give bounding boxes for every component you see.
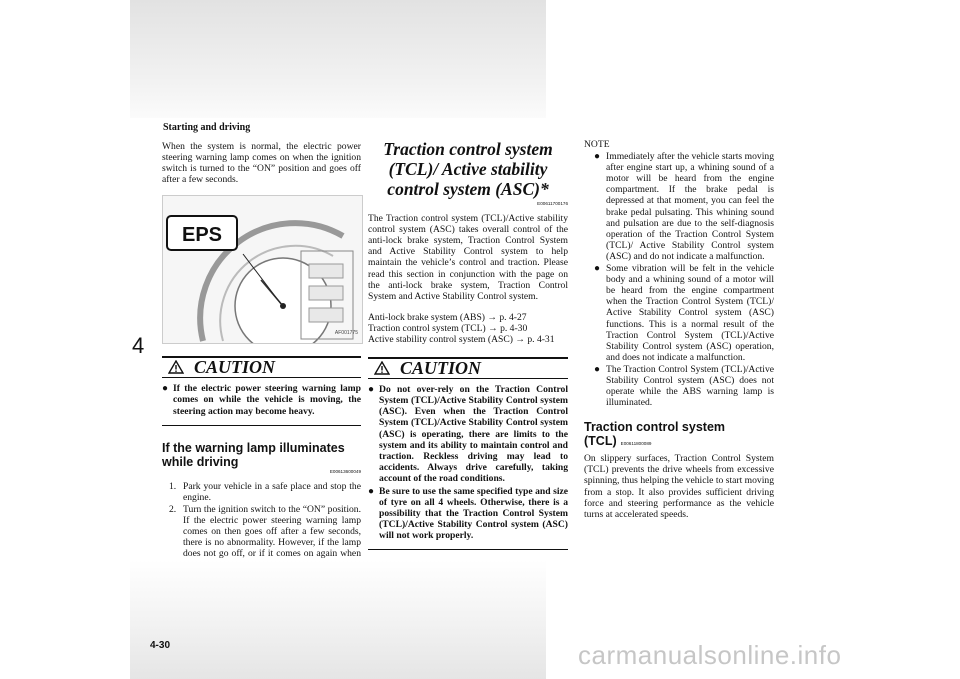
note-label: NOTE	[584, 139, 610, 150]
instrument-cluster-illustration	[163, 196, 362, 343]
warning-triangle-icon	[168, 360, 184, 374]
heading-code: E00613600049	[329, 468, 361, 474]
section-heading: Traction control system (TCL)/ Active stability control system (ASC)*	[383, 139, 553, 199]
caution-title: CAUTION	[194, 356, 276, 377]
heading-code: E00611800089	[620, 441, 652, 447]
cross-reference[interactable]: Anti-lock brake system (ABS) → p. 4-27	[368, 311, 527, 323]
bullet-icon: ●	[594, 151, 601, 163]
caution-box	[162, 356, 361, 425]
footer-band	[130, 560, 546, 679]
heading-code: E00611700176	[537, 201, 568, 206]
cross-reference[interactable]: Active stability control system (ASC) → p. 4-31	[368, 334, 555, 346]
bullet-icon: ●	[368, 485, 375, 497]
caution-item: ● If the electric power steering warning lamp comes on while the vehicle is moving, the steering action may become heavy.	[162, 383, 361, 417]
figure-code: AF001775	[334, 330, 358, 337]
column-left	[162, 141, 361, 605]
column-right	[584, 139, 774, 530]
bullet-icon: ●	[162, 383, 169, 395]
note-item: ● Some vibration will be felt in the vehicle body and a whining sound of a motor will be heard from the engine compartment when the Traction Control System (TCL)/ Active Stability Control system (ASC) functions. This is a normal result of the Traction Control System (TCL)/Active Stability Control system (ASC) operation, and does not indicate a malfunction.	[594, 263, 774, 363]
section-title: Starting and driving	[163, 122, 251, 133]
note-item: ● The Traction Control System (TCL)/Active Stability Control system (ASC) does not operate while the ABS warning lamp is illuminated.	[594, 363, 774, 409]
caution-item: ● Be sure to use the same specified type and size of tyre on all 4 wheels. Otherwise, there is a possibility that the Traction Control System (TCL)/Active Stability Control system (ASC) will not work properly.	[368, 485, 568, 542]
warning-lamp-heading: If the warning lamp illuminates while driving	[162, 440, 345, 469]
header-band	[130, 0, 546, 118]
cross-reference[interactable]: Traction control system (TCL) → p. 4-30	[368, 322, 528, 334]
caution-box	[368, 357, 568, 550]
warning-triangle-icon	[374, 361, 390, 375]
tcl-heading: Traction control system (TCL) E00611800089	[584, 420, 726, 449]
bullet-icon: ●	[594, 263, 601, 275]
watermark: carmanualsonline.info	[578, 640, 842, 670]
caution-item: ● Do not over-rely on the Traction Control System (TCL)/Active Stability Control system (ASC). Even when the Traction Control System (TCL)/Active Stability Control system (ASC) is operating, there are limits to the system and its ability to maintain control and traction. Reckless driving may lead to accidents. Always drive carefully, taking account of the road conditions.	[368, 384, 568, 484]
column-middle	[368, 139, 568, 550]
bullet-icon: ●	[594, 363, 601, 375]
caution-title: CAUTION	[400, 357, 482, 378]
tcl-paragraph: On slippery surfaces, Traction Control System (TCL) prevents the drive wheels from excessive spinning, thus helping the vehicle to start moving from a stop. It also provides sufficient driving force and steering performance as the vehicle turns at accelerated speeds.	[584, 453, 774, 520]
caution-header	[368, 357, 568, 379]
step-item: 2. Turn the ignition switch to the “ON” position. If the electric power steering warning lamp comes on then goes off after a few seconds, there is no abnormality. However, if the lamp does not go off, or if it comes on again when	[169, 503, 361, 560]
eps-lamp-figure	[162, 195, 363, 344]
caution-header	[162, 356, 361, 378]
chapter-tab: 4	[132, 333, 145, 358]
eps-lamp-label: EPS	[181, 224, 223, 247]
page-number: 4-30	[150, 640, 171, 651]
note-item: ● Immediately after the vehicle starts moving after engine start up, a whining sound of a motor will be heard from the engine compartment. If the brake pedal is depressed at that moment, you can feel the brake pedal pulsating. This whining sound and pulsation are due to the self-diagnosis operation of the Traction Control System (TCL)/ Active Stability Control system (ASC) and do not indicate a malfunction.	[594, 151, 774, 262]
step-item: 1. Park your vehicle in a safe place and stop the engine.	[169, 480, 361, 503]
intro-paragraph: When the system is normal, the electric power steering warning lamp comes on when the ignition switch is turned to the “ON” position and goes off after a few seconds.	[162, 141, 361, 186]
body-paragraph: The Traction control system (TCL)/Active stability control system (ASC) takes overall control of the anti-lock brake system, Traction Control System and Active Stability Control system to help maintain the vehicle’s control and traction. Please read this section in conjunction with the page on the anti-lock brake system, Traction Control System and Active Stability Control system.	[368, 213, 568, 302]
bullet-icon: ●	[368, 384, 375, 396]
